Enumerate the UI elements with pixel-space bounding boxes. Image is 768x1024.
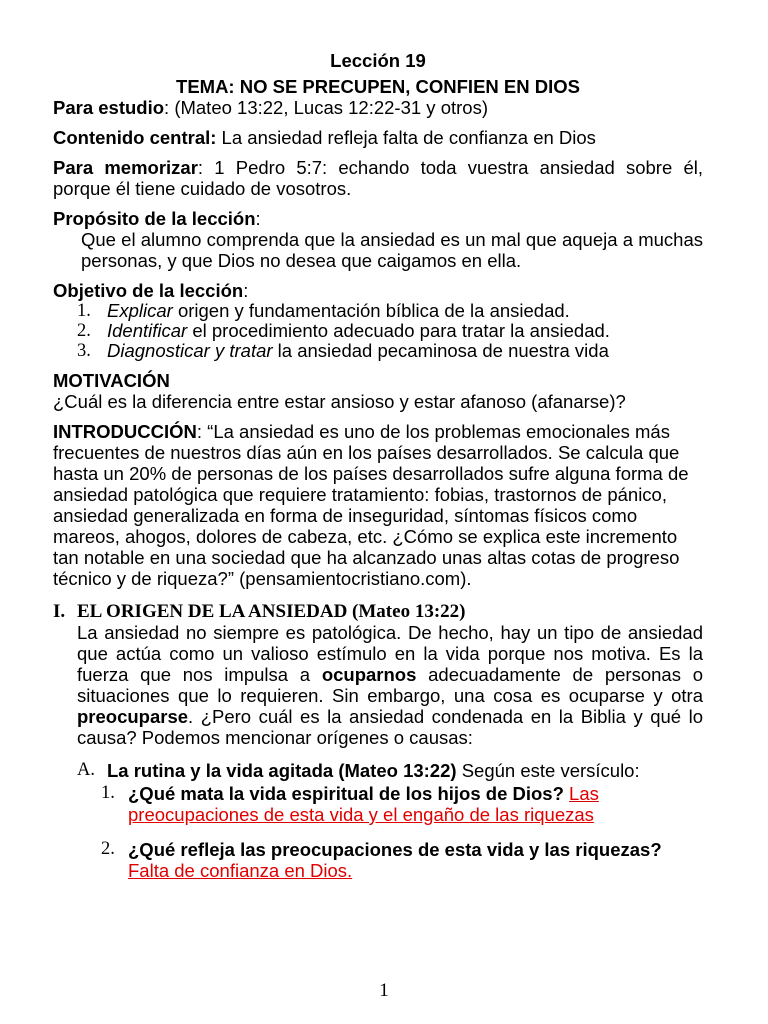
item-text: el procedimiento adecuado para tratar la ansiedad. [187, 320, 610, 341]
item-verb: Explicar [107, 300, 173, 321]
question-item [53, 839, 703, 881]
introduccion-label: INTRODUCCIÓN [53, 421, 197, 442]
section-body: La ansiedad no siempre es patológica. De hecho, hay un tipo de ansiedad que actúa como un valioso estímulo en la vida porque nos motiva. Es la fuerza que nos impulsa a ocuparnos adecuadamente de personas o situaciones que lo requieren. Sin embargo, una cosa es ocuparse y otra preocuparse. ¿Pero cuál es la ansiedad condenada en la Biblia y qué lo causa? Podemos mencionar orígenes o causas: [77, 622, 703, 748]
item-text: la ansiedad pecaminosa de nuestra vida [272, 340, 609, 361]
item-verb: Identificar [107, 320, 188, 341]
item-number: 3. [77, 341, 91, 361]
contenido-central [53, 127, 703, 148]
item-verb: Diagnosticar y tratar [107, 340, 273, 361]
subsection-text: Según este versículo: [456, 760, 640, 781]
proposito-label: Propósito de la lección [53, 208, 256, 229]
item-number: 1. [77, 301, 91, 321]
keyword-preocuparse: preocuparse [77, 706, 189, 727]
contenido-central-label: Contenido central: [53, 127, 217, 148]
keyword-ocuparnos: ocuparnos [321, 664, 417, 685]
list-item [53, 301, 703, 321]
question-number: 1. [101, 783, 115, 803]
motivacion-label: MOTIVACIÓN [53, 370, 170, 391]
motivacion-text: ¿Cuál es la diferencia entre estar ansioso y estar afanoso (afanarse)? [53, 391, 626, 412]
answer-text: Las preocupaciones de esta vida y el engaño de las riquezas [128, 783, 599, 825]
item-text: origen y fundamentación bíblica de la ansiedad. [172, 300, 570, 321]
para-estudio [53, 97, 703, 118]
objetivo-label: Objetivo de la lección [53, 280, 244, 301]
list-item [53, 341, 703, 361]
question-number: 2. [101, 839, 115, 859]
proposito-text: Que el alumno comprenda que la ansiedad es un mal que aqueja a muchas personas, y que Dios no desea que caigamos en ella. [81, 229, 703, 271]
question-item [53, 783, 703, 825]
lesson-number: Lección 19 [330, 50, 426, 71]
page-number: 1 [379, 980, 389, 1001]
subsection-a [53, 760, 703, 781]
para-memorizar [53, 157, 703, 199]
proposito-heading: Propósito de la lección: [53, 208, 261, 229]
section-numeral: I. [53, 601, 66, 622]
introduccion [53, 421, 703, 589]
subsection-letter: A. [77, 760, 95, 780]
para-memorizar-label: Para memorizar [53, 157, 198, 178]
objetivo-heading: Objetivo de la lección: [53, 280, 249, 301]
subsection-title: La rutina y la vida agitada (Mateo 13:22) [107, 760, 457, 781]
lesson-topic: TEMA: NO SE PRECUPEN, CONFIEN EN DIOS [176, 76, 580, 97]
para-memorizar-text: : 1 Pedro 5:7: echando toda vuestra ansiedad sobre él, porque él tiene cuidado de vosotros. [53, 157, 704, 199]
contenido-central-text: La ansiedad refleja falta de confianza en Dios [216, 127, 596, 148]
objetivo-list [53, 301, 703, 361]
section-heading [53, 601, 703, 622]
item-number: 2. [77, 321, 91, 341]
answer-text: Falta de confianza en Dios. [128, 860, 353, 881]
question-text: ¿Qué mata la vida espiritual de los hijos de Dios? [128, 783, 564, 804]
para-estudio-text: : (Mateo 13:22, Lucas 12:22-31 y otros) [164, 97, 488, 118]
list-item [53, 321, 703, 341]
question-text: ¿Qué refleja las preocupaciones de esta vida y las riquezas? [128, 839, 662, 860]
section-title: EL ORIGEN DE LA ANSIEDAD (Mateo 13:22) [77, 601, 466, 622]
lesson-page [53, 50, 703, 881]
para-estudio-label: Para estudio [53, 97, 165, 118]
introduccion-text: : “La ansiedad es uno de los problemas emocionales más frecuentes de nuestros días aún en los países desarrollados. Se calcula que hasta un 20% de personas de los países desarrollados sufre alguna forma de ansiedad patológica que requiere tratamiento: fobias, trastornos de pánico, ansiedad generalizada en forma de inseguridad, síntomas físicos como mareos, ahogos, dolores de cabeza, etc. ¿Cómo se explica este incremento tan notable en una sociedad que ha alcanzado unas altas cotas de progreso técnico y de riqueza?” (pensamientocristiano.com). [53, 421, 689, 589]
